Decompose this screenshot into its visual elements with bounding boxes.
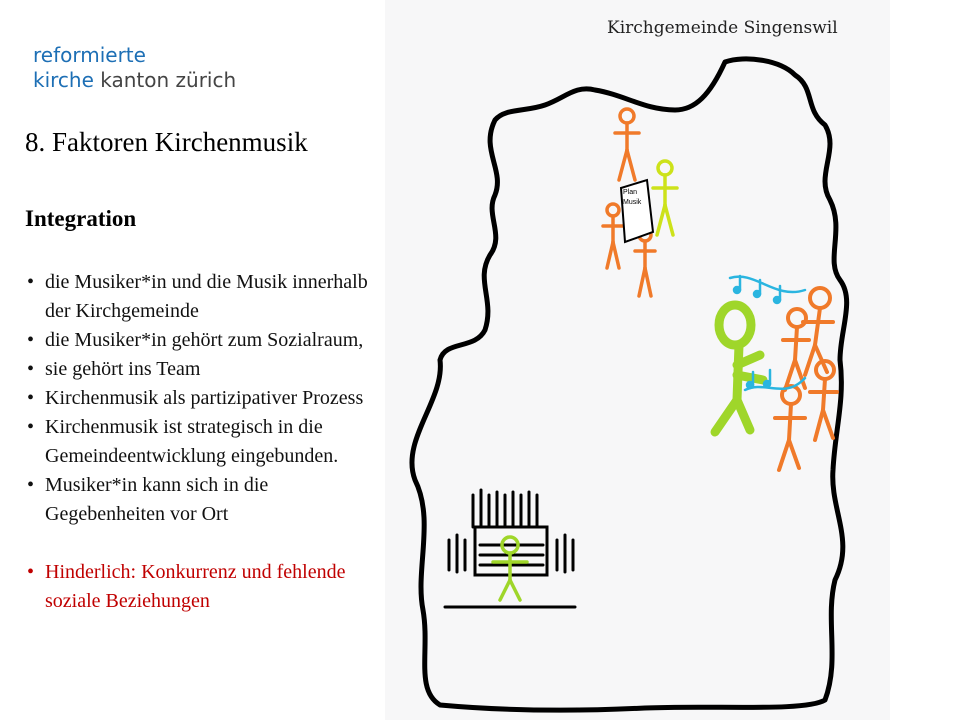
singing-group [775, 288, 837, 470]
slide-subtitle: Integration [25, 206, 137, 231]
logo-word-kirche: kirche [33, 68, 94, 92]
church-logo [33, 43, 236, 93]
parish-map-illustration [385, 0, 890, 720]
bullet-list [25, 268, 370, 616]
conductor-figure [653, 161, 677, 235]
logo-line-1: reformierte [33, 43, 146, 67]
parish-drawing [385, 0, 890, 720]
bullet-item: • die Musiker*in gehört zum Sozialraum, [25, 326, 370, 355]
hindrance-item: • Hinderlich: Konkurrenz und fehlende soziale Beziehungen [25, 558, 370, 616]
logo-line-2 [33, 68, 236, 93]
drawing-caption: Kirchgemeinde Singenswil [607, 18, 838, 38]
plan-label [623, 188, 649, 234]
bullet-item: • sie gehört ins Team [25, 355, 370, 384]
logo-word-kanton: kanton zürich [93, 68, 237, 92]
slide-title: 8. Faktoren Kirchenmusik [25, 127, 308, 157]
bullet-item: • die Musiker*in und die Musik innerhalb der Kirchgemeinde [25, 268, 370, 326]
bullet-item: • Kirchenmusik als partizipativer Prozess [25, 384, 370, 413]
plan-label-line-2: Musik [623, 199, 642, 206]
large-singer-figure [715, 305, 763, 432]
bullet-item: • Kirchenmusik ist strategisch in die Gemeindeentwicklung eingebunden. [25, 413, 370, 471]
bullet-item: • Musiker*in kann sich in die Gegebenheiten vor Ort [25, 471, 370, 529]
plan-label-line-1: Plan [623, 189, 638, 196]
organ-drawing [445, 490, 575, 607]
